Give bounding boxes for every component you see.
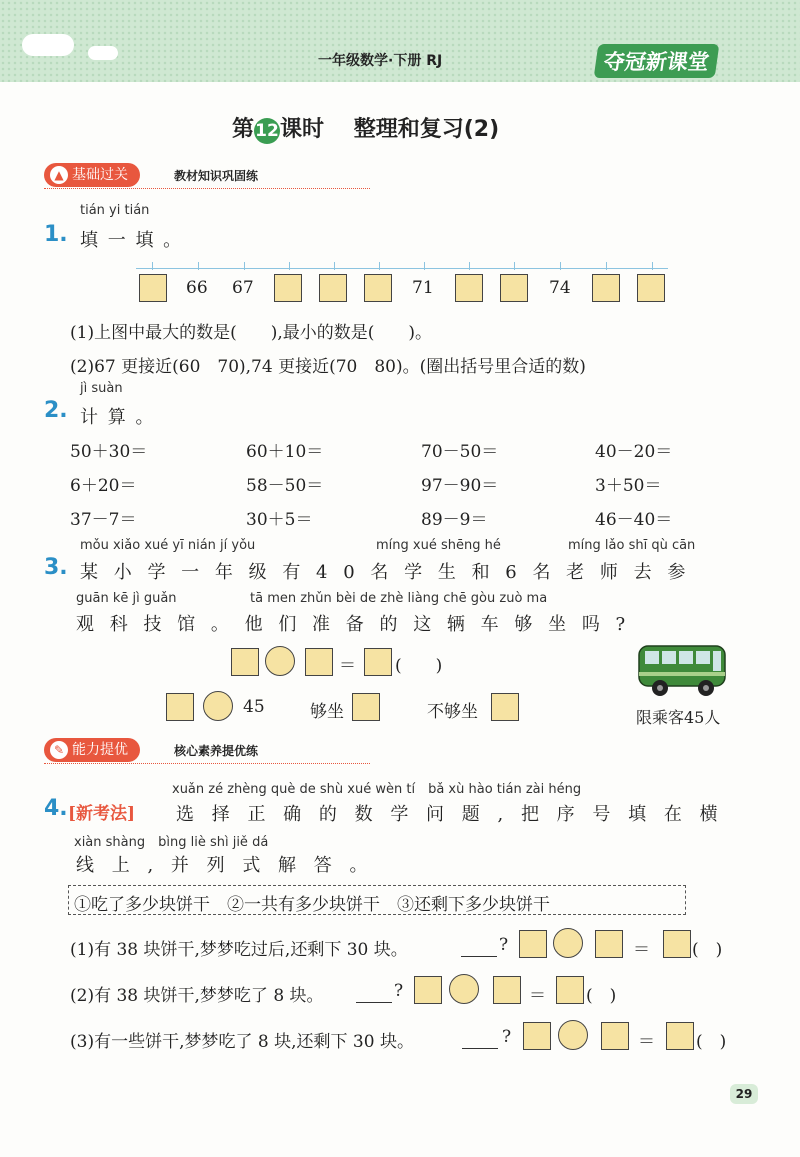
q1-prompt: 填 一 填 。 [80,230,184,251]
section-tag-basic: 基础过关 [44,163,140,187]
number-line [136,268,668,269]
answer-box[interactable] [139,274,167,302]
tick [379,262,380,270]
section-subtitle-basic: 教材知识巩固练 [174,169,259,183]
q1-line2: (2)67 更接近(60 70),74 更接近(70 80)。(圈出括号里合适的数) [70,357,586,377]
answer-box[interactable] [556,976,584,1004]
calc-item: 6＋20＝ [70,476,137,496]
lesson-name: 整理和复习(2) [353,117,500,142]
q1-pinyin: tián yi tián [80,203,150,218]
book-title: 一年级数学·下册 RJ [318,53,443,69]
checkbox-enough[interactable] [352,693,380,721]
answer-blank[interactable] [462,1048,498,1049]
q4-line2: 线 上 , 并 列 式 解 答 。 [76,855,374,876]
question-mark: ? [394,981,404,1001]
section-tag-advanced: 能力提优 [44,738,140,762]
answer-box[interactable] [414,976,442,1004]
q2-prompt: 计 算 。 [80,407,156,428]
tick [289,262,290,270]
unit-paren: ( ) [696,1032,727,1052]
equals-sign: ＝ [529,986,546,1006]
operator-circle[interactable] [265,646,295,676]
q4-item: (2)有 38 块饼干,梦梦吃了 8 块。 [70,986,324,1006]
options-text: ①吃了多少块饼干 ②一共有多少块饼干 ③还剩下多少块饼干 [74,895,550,915]
tick [152,262,153,270]
q2-pinyin: jì suàn [80,381,123,396]
answer-box[interactable] [305,648,333,676]
bus-icon [636,642,730,700]
q3-pinyin: míng lǎo shī qù cān [568,538,696,553]
nl-number: 74 [549,278,571,298]
calc-item: 40－20＝ [595,442,673,462]
compare-circle[interactable] [203,691,233,721]
tick [244,262,245,270]
tick [652,262,653,270]
tick [424,262,425,270]
cloud-icon [22,34,74,56]
q4-pinyin: xuǎn zé zhèng què de shù xué wèn tí bǎ xù hào tián zài héng [172,782,582,797]
answer-box[interactable] [637,274,665,302]
equals-sign: ＝ [638,1032,655,1052]
unit-paren: ( ) [586,986,617,1006]
q4-number: 4. [44,796,68,821]
divider [44,188,370,189]
new-method-tag: [新考法] [68,804,136,824]
tick [514,262,515,270]
answer-box[interactable] [666,1022,694,1050]
mountain-icon: ▲ [50,166,68,184]
page-number: 29 [730,1084,758,1104]
answer-box[interactable] [519,930,547,958]
not-enough-label: 不够坐 [427,702,478,722]
answer-box[interactable] [455,274,483,302]
divider [44,763,370,764]
calc-item: 97－90＝ [421,476,499,496]
unit-paren: ( ) [395,656,443,676]
q2-number: 2. [44,398,68,423]
calc-item: 37－7＝ [70,510,137,530]
q3-number: 3. [44,555,68,580]
q3-line2: 观 科 技 馆 。 他 们 准 备 的 这 辆 车 够 坐 吗 ? [76,614,631,635]
nl-number: 66 [186,278,208,298]
calc-item: 46－40＝ [595,510,673,530]
q3-line1: 某 小 学 一 年 级 有 4 0 名 学 生 和 6 名 老 师 去 参 [80,562,691,583]
q4-pinyin: xiàn shàng bìng liè shì jiě dá [74,835,269,850]
cloud-icon [88,46,118,60]
answer-box[interactable] [592,274,620,302]
q1-line1: (1)上图中最大的数是( ),最小的数是( )。 [70,323,433,343]
answer-box[interactable] [595,930,623,958]
q3-pinyin: tā men zhǔn bèi de zhè liàng chē gòu zuò ma [250,591,548,606]
lesson-number: 12 [254,118,280,144]
tick [606,262,607,270]
lesson-title [232,112,499,144]
tick [469,262,470,270]
calc-item: 50＋30＝ [70,442,148,462]
checkbox-not-enough[interactable] [491,693,519,721]
pencil-icon: ✎ [50,741,68,759]
tick [560,262,561,270]
calc-item: 3＋50＝ [595,476,662,496]
bus-capacity-value: 45 [243,697,265,717]
section-subtitle-advanced: 核心素养提优练 [174,744,259,758]
answer-box[interactable] [601,1022,629,1050]
operator-circle[interactable] [449,974,479,1004]
q3-pinyin: guān kē jì guǎn [76,591,177,606]
answer-box[interactable] [364,274,392,302]
answer-box[interactable] [523,1022,551,1050]
question-mark: ? [499,935,509,955]
lesson-suffix: 课时 [280,117,325,142]
calc-item: 58－50＝ [246,476,324,496]
equals-sign: ＝ [633,940,650,960]
q1-number: 1. [44,222,68,247]
answer-box[interactable] [663,930,691,958]
calc-item: 60＋10＝ [246,442,324,462]
calc-item: 70－50＝ [421,442,499,462]
tick [198,262,199,270]
q3-pinyin: míng xué shēng hé [376,538,501,553]
answer-box[interactable] [166,693,194,721]
equals-sign: ＝ [339,656,356,676]
question-mark: ? [502,1027,512,1047]
nl-number: 71 [412,278,434,298]
q4-item: (1)有 38 块饼干,梦梦吃过后,还剩下 30 块。 [70,940,408,960]
calc-item: 30＋5＝ [246,510,313,530]
unit-paren: ( ) [692,940,723,960]
answer-box[interactable] [493,976,521,1004]
q4-item: (3)有一些饼干,梦梦吃了 8 块,还剩下 30 块。 [70,1032,414,1052]
bus-caption: 限乘客45人 [636,708,721,727]
tick [334,262,335,270]
enough-label: 够坐 [310,702,344,722]
operator-circle[interactable] [558,1020,588,1050]
operator-circle[interactable] [553,928,583,958]
q3-pinyin: mǒu xiǎo xué yī nián jí yǒu [80,538,256,553]
answer-box[interactable] [319,274,347,302]
answer-box[interactable] [500,274,528,302]
answer-box[interactable] [274,274,302,302]
answer-box[interactable] [364,648,392,676]
brand-logo: 夺冠新课堂 [594,44,720,78]
calc-item: 89－9＝ [421,510,488,530]
q4-line1: 选 择 正 确 的 数 学 问 题 , 把 序 号 填 在 横 [176,804,724,825]
answer-box[interactable] [231,648,259,676]
nl-number: 67 [232,278,254,298]
answer-blank[interactable] [356,1002,392,1003]
lesson-prefix: 第 [232,117,255,142]
answer-blank[interactable] [461,956,497,957]
